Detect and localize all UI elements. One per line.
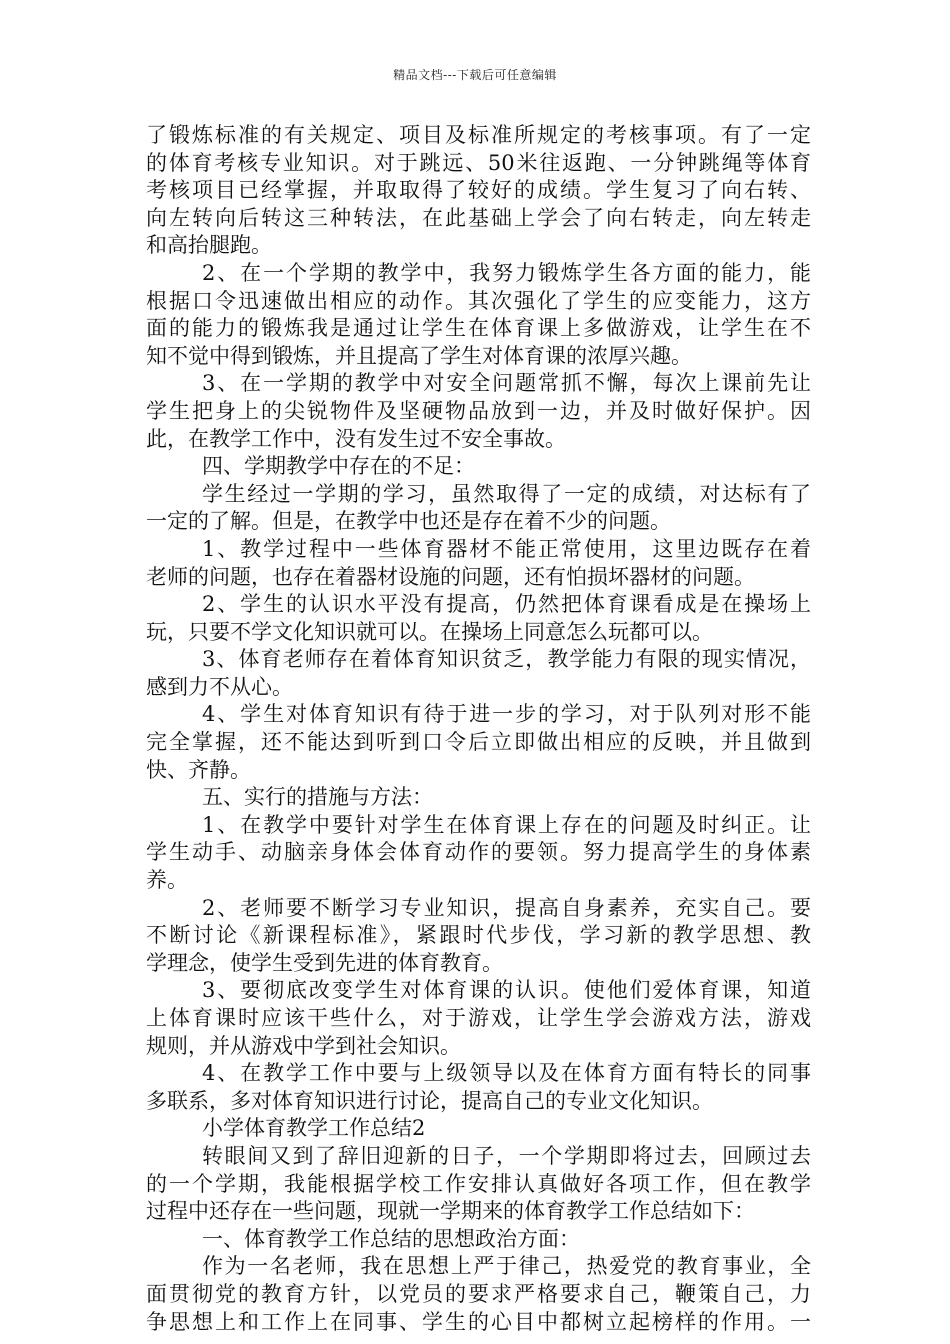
text-line: 上体育课时应该干些什么，对于游戏，让学生学会游戏方法，游戏: [146, 1006, 811, 1030]
text-line: 和高抬腿跑。: [146, 233, 272, 258]
text-line: 的体育考核专业知识。对于跳远、50米往返跑、一分钟跳绳等体育: [146, 150, 811, 175]
document-body: [146, 122, 811, 1336]
text-line: 考核项目已经掌握，并取取得了较好的成绩。学生复习了向右转、: [146, 178, 811, 203]
text-line: 学生动手、动脑亲身体会体育动作的要领。努力提高学生的身体素: [146, 840, 811, 865]
text-line: 此，在教学工作中，没有发生过不安全事故。: [146, 426, 566, 451]
text-line: 1、在教学中要针对学生在体育课上存在的问题及时纠正。让: [202, 812, 811, 837]
text-line: 规则，并从游戏中学到社会知识。: [146, 1033, 461, 1058]
text-line: 小学体育教学工作总结2: [202, 1116, 426, 1141]
text-line: 学生经过一学期的学习，虽然取得了一定的成绩，对达标有了: [202, 481, 811, 506]
text-line: 五、实行的措施与方法：: [202, 785, 433, 810]
page-header: 精品文档---下载后可任意编辑: [393, 68, 557, 82]
text-line: 争思想上和工作上在同事、学生的心目中都树立起榜样的作用。一: [146, 1309, 811, 1334]
text-line: 完全掌握，还不能达到听到口令后立即做出相应的反映，并且做到: [146, 730, 811, 755]
text-line: 2、学生的认识水平没有提高，仍然把体育课看成是在操场上: [202, 592, 811, 617]
text-line: 快、齐静。: [146, 757, 251, 782]
text-line: 一、体育教学工作总结的思想政治方面：: [202, 1226, 580, 1251]
text-line: 的一个学期，我能根据学校工作安排认真做好各项工作，但在教学: [146, 1171, 811, 1196]
text-line: 1、教学过程中一些体育器材不能正常使用，这里边既存在着: [202, 536, 811, 561]
text-line: 老师的问题，也存在着器材设施的问题，还有怕损坏器材的问题。: [146, 564, 755, 589]
text-line: 向左转向后转这三种转法，在此基础上学会了向右转走，向左转走: [146, 205, 811, 230]
text-line: 2、在一个学期的教学中，我努力锻炼学生各方面的能力，能: [202, 260, 811, 285]
text-line: 根据口令迅速做出相应的动作。其次强化了学生的应变能力，这方: [146, 288, 811, 313]
text-line: 了锻炼标准的有关规定、项目及标准所规定的考核事项。有了一定: [146, 123, 811, 147]
text-line: 学生把身上的尖锐物件及坚硬物品放到一边，并及时做好保护。因: [146, 398, 811, 423]
text-line: 一定的了解。但是，在教学中也还是存在着不少的问题。: [146, 509, 671, 534]
text-line: 知不觉中得到锻炼，并且提高了学生对体育课的浓厚兴趣。: [146, 343, 692, 368]
text-line: 3、要彻底改变学生对体育课的认识。使他们爱体育课，知道: [202, 978, 811, 1003]
text-line: 4、学生对体育知识有待于进一步的学习，对于队列对形不能: [202, 702, 811, 727]
text-line: 3、体育老师存在着体育知识贫乏，教学能力有限的现实情况，: [202, 647, 811, 672]
text-line: 2、老师要不断学习专业知识，提高自身素养，充实自己。要: [202, 895, 811, 920]
text-line: 学理念，使学生受到先进的体育教育。: [146, 950, 503, 975]
text-line: 面贯彻党的教育方针，以党员的要求严格要求自己，鞭策自己，力: [146, 1281, 811, 1306]
text-line: 养。: [146, 868, 188, 893]
text-line: 3、在一学期的教学中对安全问题常抓不懈，每次上课前先让: [202, 371, 811, 396]
text-line: 不断讨论《新课程标准》，紧跟时代步伐，学习新的教学思想、教: [146, 923, 811, 948]
text-line: 4、在教学工作中要与上级领导以及在体育方面有特长的同事: [202, 1061, 811, 1086]
text-line: 多联系，多对体育知识进行讨论，提高自己的专业文化知识。: [146, 1088, 713, 1113]
text-line: 四、学期教学中存在的不足：: [202, 454, 475, 479]
text-line: 作为一名老师，我在思想上严于律己，热爱党的教育事业，全: [202, 1254, 811, 1279]
text-line: 面的能力的锻炼我是通过让学生在体育课上多做游戏，让学生在不: [146, 316, 811, 341]
text-line: 过程中还存在一些问题，现就一学期来的体育教学工作总结如下：: [146, 1199, 755, 1224]
text-line: 转眼间又到了辞旧迎新的日子，一个学期即将过去，回顾过去: [202, 1143, 811, 1168]
text-line: 玩，只要不学文化知识就可以。在操场上同意怎么玩都可以。: [146, 619, 713, 644]
text-line: 感到力不从心。: [146, 674, 293, 699]
